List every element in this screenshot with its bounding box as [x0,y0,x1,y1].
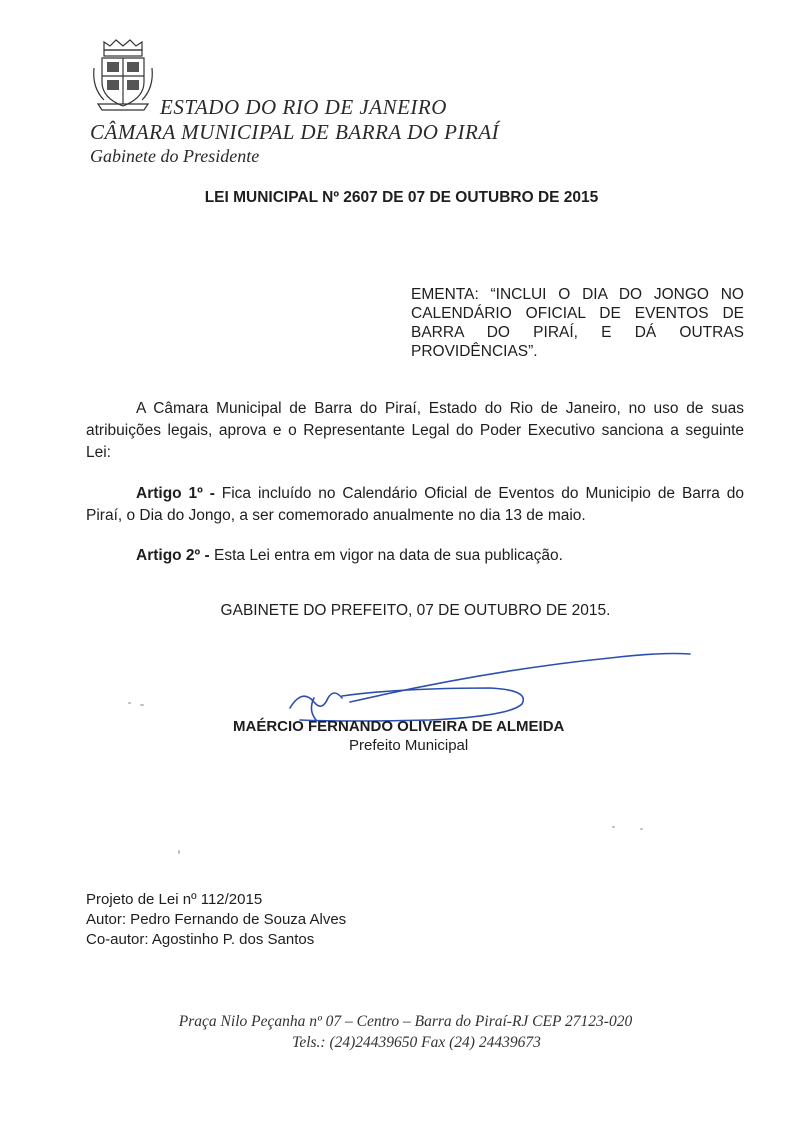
signatory-role: Prefeito Municipal [349,737,469,754]
project-author: Autor: Pedro Fernando de Souza Alves [86,911,347,928]
article-1-label: Artigo 1º - [136,485,215,502]
article-1-text: Fica incluído no Calendário Oficial de Eventos do Municipio de Barra do Piraí, o Dia do Jongo, a ser comemorado anualmente no dia 13 de maio. [86,485,744,524]
scan-speck [612,826,615,828]
article-2 [86,545,744,567]
coat-of-arms-icon [90,38,156,112]
article-2-label: Artigo 2º - [136,547,210,564]
article-2-text: Esta Lei entra em vigor na data de sua publicação. [209,547,563,564]
closing-line: GABINETE DO PREFEITO, 07 DE OUTUBRO DE 2015. [220,602,611,619]
intro-paragraph: A Câmara Municipal de Barra do Piraí, Estado do Rio de Janeiro, no uso de suas atribuições legais, aprova e o Representante Legal do Poder Executivo sanciona a seguinte Lei: [86,400,744,461]
article-1 [86,483,744,527]
ementa: EMENTA: “INCLUI O DIA DO JONGO NO CALENDÁRIO OFICIAL DE EVENTOS DE BARRA DO PIRAÍ, E DÁ OUTRAS PROVIDÊNCIAS”. [411,286,744,360]
scan-speck [178,850,180,854]
project-coauthor: Co-autor: Agostinho P. dos Santos [86,931,315,948]
signatory-name: MAÉRCIO FERNANDO OLIVEIRA DE ALMEIDA [233,718,565,735]
scan-speck [128,702,131,704]
scan-speck [640,828,643,830]
footer-phones: Tels.: (24)24439650 Fax (24) 24439673 [292,1034,541,1051]
header-state: ESTADO DO RIO DE JANEIRO [160,95,447,119]
scan-speck [140,704,144,706]
header-chamber: CÂMARA MUNICIPAL DE BARRA DO PIRAÍ [90,120,500,144]
header-office: Gabinete do Presidente [90,146,260,166]
footer-address: Praça Nilo Peçanha nº 07 – Centro – Barra do Piraí-RJ CEP 27123-020 [178,1013,633,1030]
document-title: LEI MUNICIPAL Nº 2607 DE 07 DE OUTUBRO DE 2015 [204,189,599,206]
project-number: Projeto de Lei nº 112/2015 [86,891,263,908]
